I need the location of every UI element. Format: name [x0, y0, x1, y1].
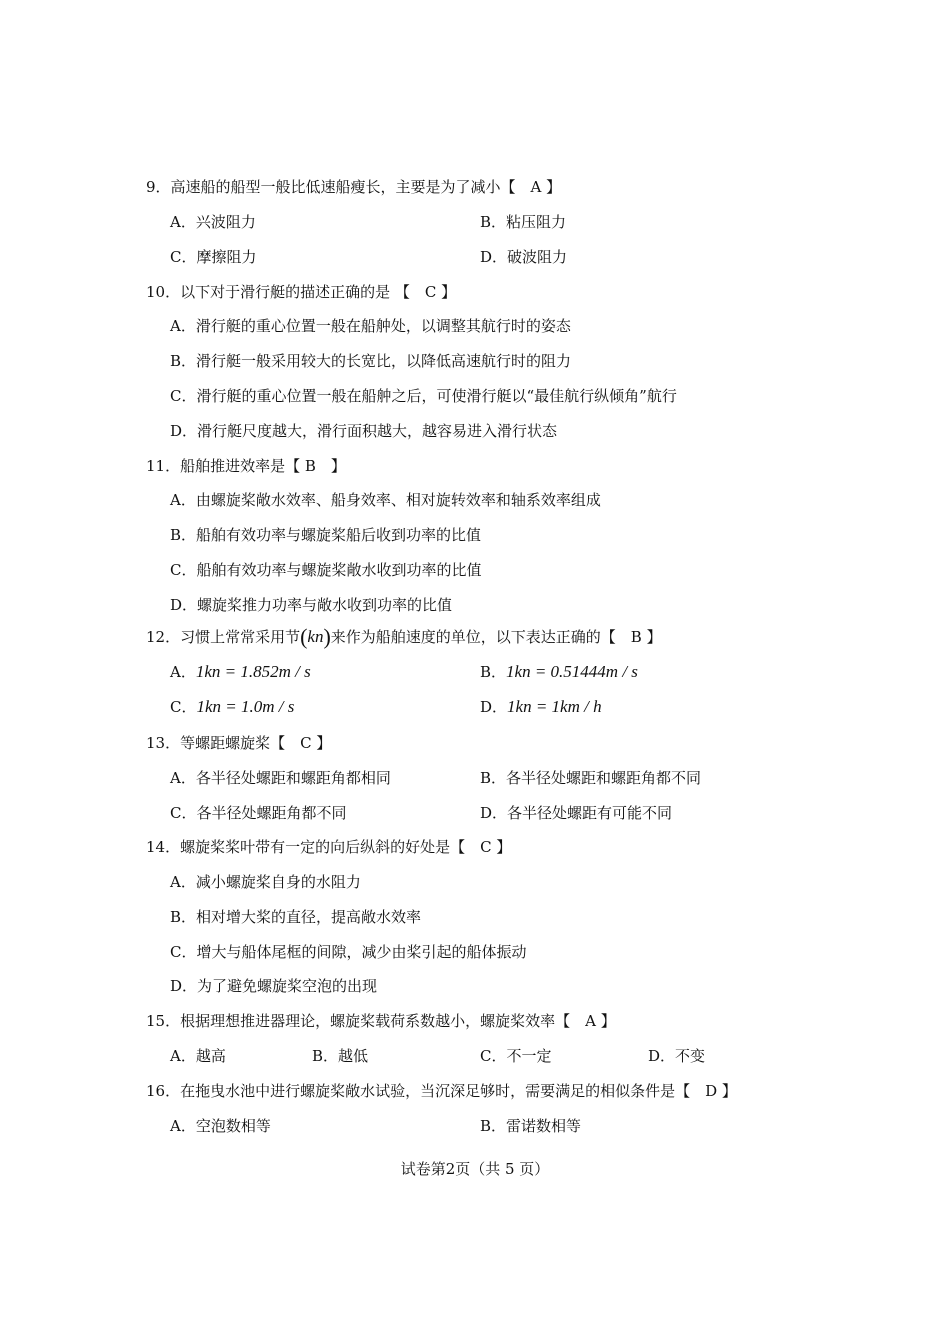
question-11-option-a: A．由螺旋桨敞水效率、船身效率、相对旋转效率和轴系效率组成 — [170, 491, 601, 509]
question-10-option-b: B．滑行艇一般采用较大的长宽比，以降低高速航行时的阻力 — [170, 352, 572, 370]
question-13-option-d: D．各半径处螺距有可能不同 — [480, 804, 673, 822]
question-9-option-b: B．粘压阻力 — [480, 213, 567, 231]
question-16-option-a: A．空泡数相等 — [170, 1117, 271, 1135]
question-10-option-a: A．滑行艇的重心位置一般在船舯处，以调整其航行时的姿态 — [170, 317, 571, 335]
question-12-unit: (kn) — [300, 624, 331, 649]
question-15-option-c: C．不一定 — [480, 1047, 552, 1065]
question-15-option-a: A．越高 — [170, 1047, 226, 1065]
question-10-option-c: C．滑行艇的重心位置一般在船舯之后，可使滑行艇以“最佳航行纵倾角”航行 — [170, 387, 677, 405]
question-15-option-b: B．越低 — [312, 1047, 369, 1065]
page-footer: 试卷第2页（共 5 页） — [400, 1160, 550, 1178]
question-13-option-b: B．各半径处螺距和螺距角都不同 — [480, 769, 702, 787]
question-12-option-a: A．1kn = 1.852m / s — [170, 662, 311, 681]
question-9-option-d: D．破波阻力 — [480, 248, 568, 266]
question-16-option-b: B．雷诺数相等 — [480, 1117, 582, 1135]
question-14-option-b: B．相对增大桨的直径，提高敞水效率 — [170, 908, 422, 926]
question-14-option-a: A．减小螺旋桨自身的水阻力 — [170, 873, 361, 891]
question-12-option-b: B．1kn = 0.51444m / s — [480, 662, 638, 681]
question-9-option-a: A．兴波阻力 — [170, 213, 256, 231]
question-12-stem — [146, 624, 662, 650]
question-12-stem-post: 来作为船舶速度的单位，以下表达正确的【 B 】 — [330, 628, 662, 646]
question-14-option-d: D．为了避免螺旋桨空泡的出现 — [170, 977, 378, 995]
question-12-option-d: D．1kn = 1km / h — [480, 697, 602, 716]
question-13-option-a: A．各半径处螺距和螺距角都相同 — [170, 769, 391, 787]
question-15-option-d: D．不变 — [648, 1047, 706, 1065]
question-12-stem-pre: 12．习惯上常常采用节 — [146, 628, 301, 646]
question-16-stem: 16．在拖曳水池中进行螺旋桨敞水试验，当沉深足够时，需要满足的相似条件是【 D 】 — [146, 1082, 737, 1100]
question-14-option-c: C．增大与船体尾框的间隙，减少由桨引起的船体振动 — [170, 943, 527, 961]
question-11-option-d: D．螺旋桨推力功率与敞水收到功率的比值 — [170, 596, 453, 614]
question-11-option-b: B．船舶有效功率与螺旋桨船后收到功率的比值 — [170, 526, 482, 544]
question-9-stem: 9．高速船的船型一般比低速船瘦长，主要是为了减小【 A 】 — [146, 178, 562, 196]
question-9-option-c: C．摩擦阻力 — [170, 248, 257, 266]
question-11-option-c: C．船舶有效功率与螺旋桨敞水收到功率的比值 — [170, 561, 482, 579]
question-10-stem: 10．以下对于滑行艇的描述正确的是 【 C 】 — [146, 283, 457, 301]
question-11-stem: 11．船舶推进效率是【 B 】 — [146, 457, 346, 475]
question-12-option-c: C．1kn = 1.0m / s — [170, 697, 295, 716]
question-15-stem: 15．根据理想推进器理论，螺旋桨载荷系数越小，螺旋桨效率【 A 】 — [146, 1012, 616, 1030]
question-13-option-c: C．各半径处螺距角都不同 — [170, 804, 347, 822]
question-13-stem: 13．等螺距螺旋桨【 C 】 — [146, 734, 332, 752]
question-10-option-d: D．滑行艇尺度越大，滑行面积越大，越容易进入滑行状态 — [170, 422, 558, 440]
question-14-stem: 14．螺旋桨桨叶带有一定的向后纵斜的好处是【 C 】 — [146, 838, 512, 856]
